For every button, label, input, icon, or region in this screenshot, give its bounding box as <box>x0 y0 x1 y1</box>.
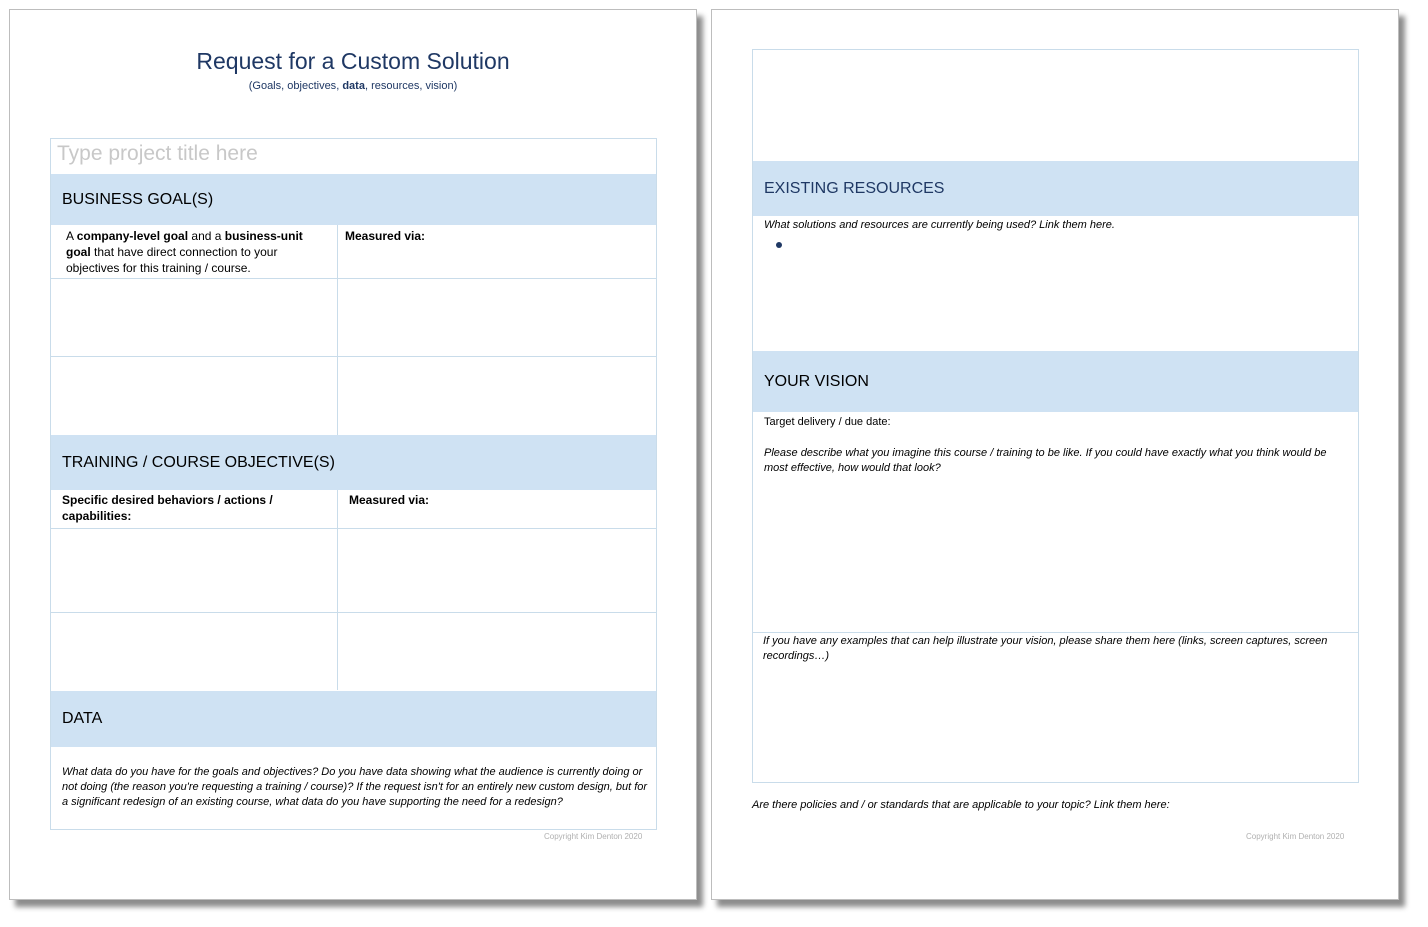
vision-input[interactable] <box>753 412 1358 632</box>
page-2 <box>711 9 1399 900</box>
due-date-label: Target delivery / due date: <box>764 416 891 428</box>
objective-measure-cell-1[interactable] <box>338 529 656 612</box>
data-question: What data do you have for the goals and objectives? Do you have data showing what the audience is currently doing or not doing (the reason you're requesting a training / course)? If the request isn't for an entirely new custom design, but for a significant redesign of an existing course, what data do you have supporting the need for a redesign? <box>62 766 648 808</box>
policies-prompt: Are there policies and / or standards that are applicable to your topic? Link them here: <box>752 799 1170 811</box>
vision-examples-prompt: If you have any examples that can help illustrate your vision, please share them here (links, screen captures, screen recordings…) <box>763 635 1328 662</box>
existing-resources-heading: EXISTING RESOURCES <box>753 161 1358 216</box>
business-goals-heading: BUSINESS GOAL(S) <box>51 174 656 225</box>
existing-resources-question: What solutions and resources are currently being used? Link them here. <box>764 219 1115 231</box>
form-table-page-2 <box>752 49 1359 783</box>
vision-heading: YOUR VISION <box>753 351 1358 412</box>
business-goals-measured-label: Measured via: <box>345 229 426 243</box>
business-measure-cell-1[interactable] <box>338 279 656 356</box>
document-subtitle: (Goals, objectives, data, resources, vision) <box>248 80 458 92</box>
business-measure-cell-2[interactable] <box>338 357 656 434</box>
vision-examples-input[interactable] <box>753 633 1358 782</box>
continued-data-cell[interactable] <box>753 50 1358 160</box>
objectives-heading: TRAINING / COURSE OBJECTIVE(S) <box>51 435 656 490</box>
objectives-measured-label: Measured via: <box>349 493 430 507</box>
business-goal-cell-2[interactable] <box>51 357 337 434</box>
page-1 <box>9 9 697 900</box>
form-table-page-1 <box>50 138 657 830</box>
existing-resources-input[interactable] <box>753 216 1358 350</box>
data-heading: DATA <box>51 691 656 747</box>
document-title: Request for a Custom Solution <box>196 48 510 74</box>
copyright-page-2: Copyright Kim Denton 2020 <box>1246 832 1345 841</box>
objectives-behaviors-label: Specific desired behaviors / actions / capabilities: <box>62 493 273 523</box>
objective-cell-1[interactable] <box>51 529 337 612</box>
business-goals-description: A company-level goal and a business-unit goal that have direct connection to your objectives for this training / course. <box>66 229 303 275</box>
vision-describe-prompt: Please describe what you imagine this course / training to be like. If you could have exactly what you think would be most effective, how would that look? <box>764 447 1327 474</box>
business-goal-cell-1[interactable] <box>51 279 337 356</box>
objective-measure-cell-2[interactable] <box>338 613 656 690</box>
copyright-page-1: Copyright Kim Denton 2020 <box>544 832 643 841</box>
objective-cell-2[interactable] <box>51 613 337 690</box>
project-title-input[interactable]: Type project title here <box>57 142 258 165</box>
